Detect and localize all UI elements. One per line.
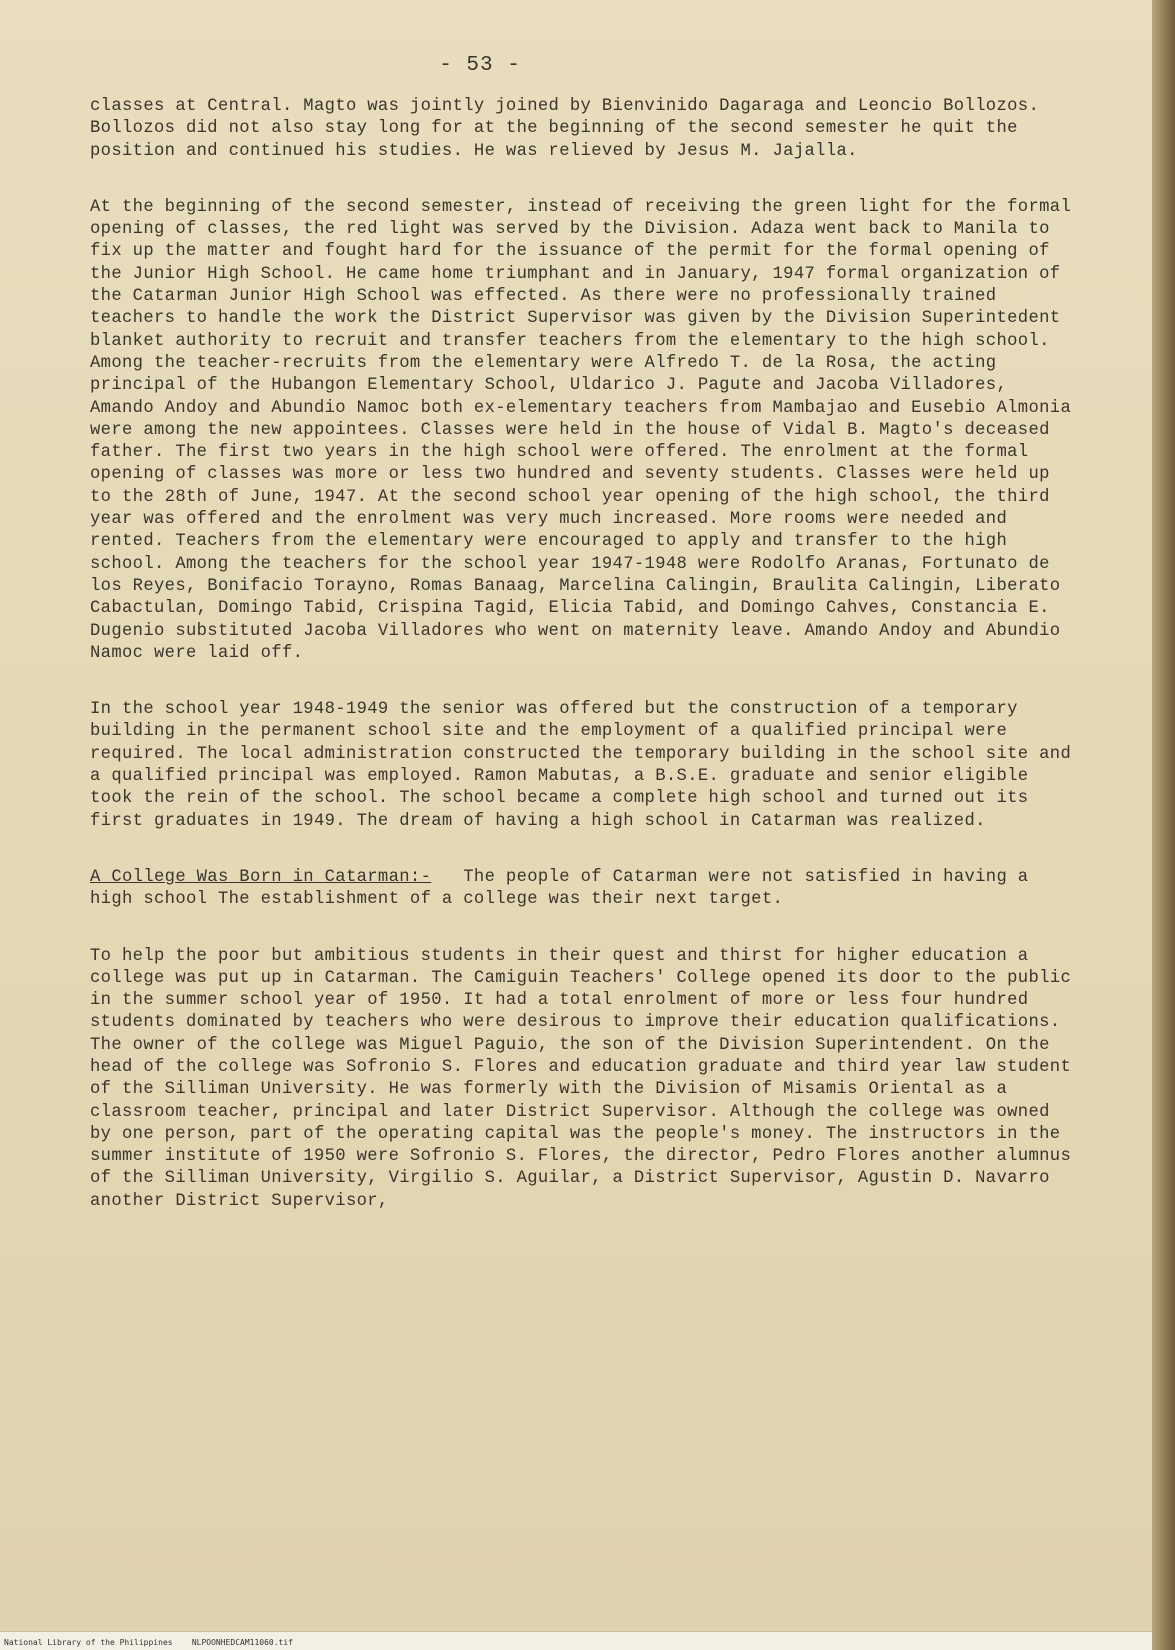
section-college <box>90 867 1080 912</box>
paragraph-junior-high: At the beginning of the second semester, instead of receiving the green light for the formal opening of classes, the red light was served by the Division. Adaza went back to Manila to fix up the matter and fought hard for the issuance of the permit for the formal opening of the Junior High School. He came home triumphant and in January, 1947 formal organization of the Catarman Junior High School was effected. As there were no professionally trained teachers to handle the work the District Supervisor was given by the Division Superintedent blanket authority to recruit and transfer teachers from the elementary to the high school. Among the teacher-recruits from the elementary were Alfredo T. de la Rosa, the acting principal of the Hubangon Elementary School, Uldarico J. Pagute and Jacoba Villadores, Amando Andoy and Abundio Namoc both ex-elementary teachers from Mambajao and Eusebio Almonia were among the new appointees. Classes were held in the house of Vidal B. Magto's deceased father. The first two years in the high school were offered. The enrolment at the formal opening of classes was more or less two hundred and seventy students. Classes were held up to the 28th of June, 1947. At the second school year opening of the high school, the third year was offered and the enrolment was very much increased. More rooms were needed and rented. Teachers from the elementary were encouraged to apply and transfer to the high school. Among the teachers for the school year 1947-1948 were Rodolfo Aranas, Fortunato de los Reyes, Bonifacio Torayno, Romas Banaag, Marcelina Calingin, Braulita Calingin, Liberato Cabactulan, Domingo Tabid, Crispina Tagid, Elicia Tabid, and Domingo Cahves, Constancia E. Dugenio substituted Jacoba Villadores who went on maternity leave. Amando Andoy and Abundio Namoc were laid off. <box>90 197 1072 663</box>
scan-source-label: National Library of the Philippines NLPOONHEDCAM11060.tif <box>4 1638 293 1647</box>
section-intro: The people of Catarman were not satisfied in having a high school The establishment of a college was their next target. <box>90 867 1029 910</box>
paragraph-college: To help the poor but ambitious students in their quest and thirst for higher education a college was put up in Catarman. The Camiguin Teachers' College opened its door to the public in the summer school year of 1950. It had a total enrolment of more or less four hundred students dominated by teachers who were desirous to improve their education qualifications. The owner of the college was Miguel Paguio, the son of the Division Superintendent. On the head of the college was Sofronio S. Flores and education graduate and third year law student of the Silliman University. He was formerly with the Division of Misamis Oriental as a classroom teacher, principal and later District Supervisor. Although the college was owned by one person, part of the operating capital was the people's money. The instructors in the summer institute of 1950 were Sofronio S. Flores, the director, Pedro Flores another alumnus of the Silliman University, Virgilio S. Aguilar, a District Supervisor, Agustin D. Navarro another District Supervisor, <box>90 946 1072 1211</box>
book-binding-edge <box>1152 0 1175 1650</box>
page-number: - 53 - <box>439 54 521 77</box>
body-text <box>90 96 1080 1213</box>
paragraph-senior-year: In the school year 1948-1949 the senior was offered but the construction of a temporary building in the permanent school site and the employment of a qualified principal were required. The local administration constructed the temporary building in the school site and a qualified principal was employed. Ramon Mabutas, a B.S.E. graduate and senior eligible took the rein of the school. The school became a complete high school and turned out its first graduates in 1949. The dream of having a high school in Catarman was realized. <box>90 700 1072 831</box>
paragraph-continuation: classes at Central. Magto was jointly joined by Bienvinido Dagaraga and Leoncio Bollozos. Bollozos did not also stay long for at the beginning of the second semester he quit the position and continued his studies. He was relieved by Jesus M. Jajalla. <box>90 97 1040 161</box>
section-heading: A College Was Born in Catarman:- <box>90 867 432 887</box>
scan-footer <box>0 1631 1152 1650</box>
